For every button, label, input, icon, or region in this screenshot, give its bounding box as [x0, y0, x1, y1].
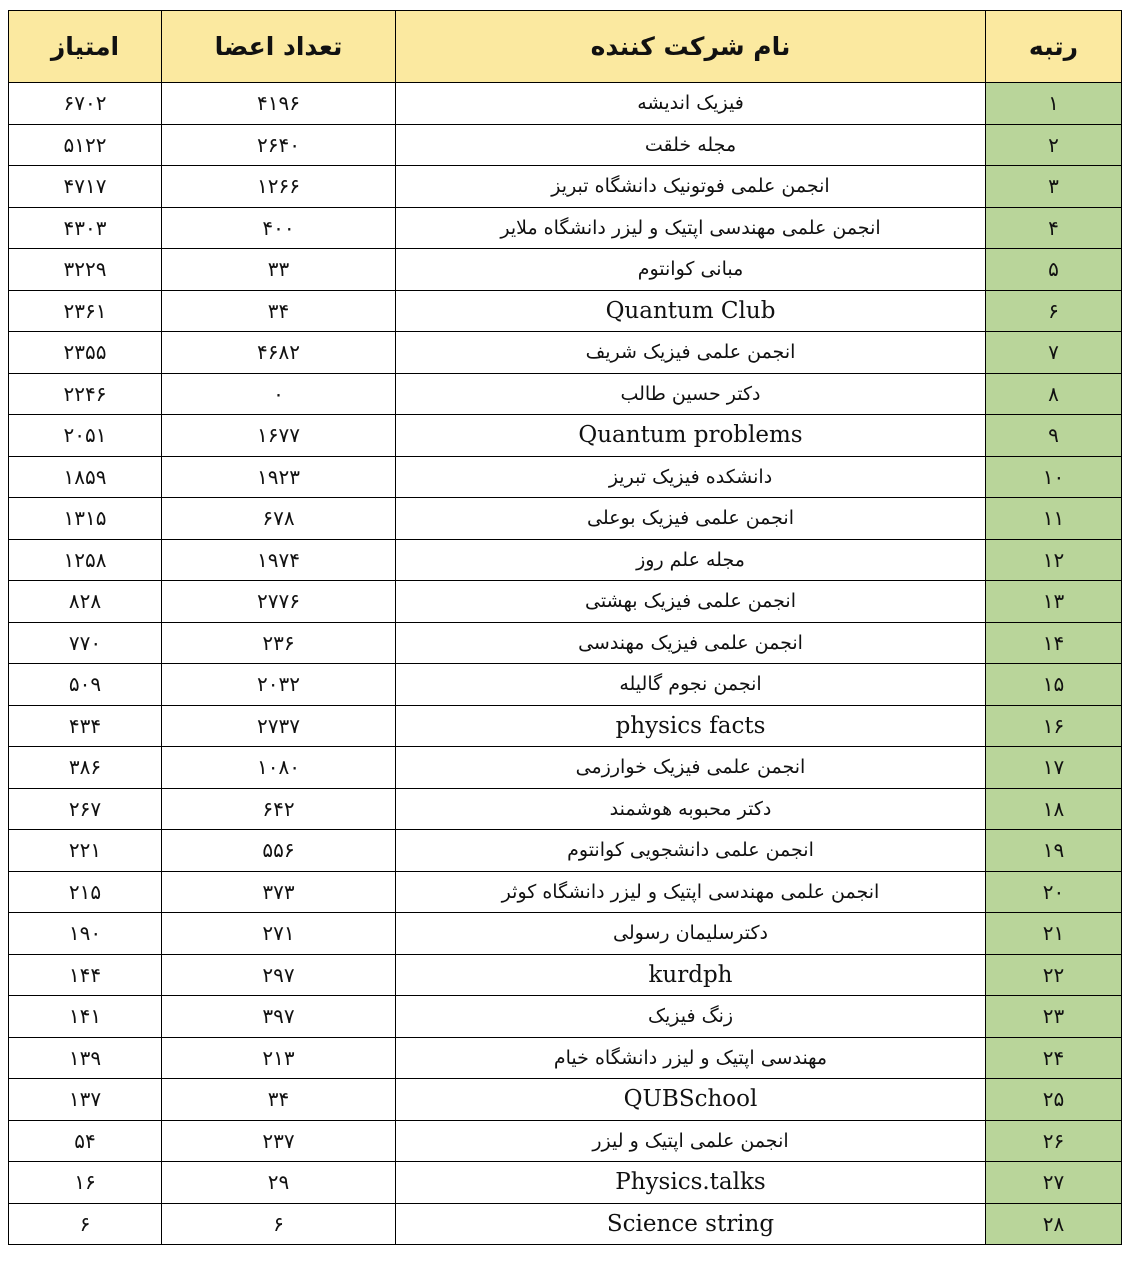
table-row — [9, 1162, 1122, 1204]
participant-name-cell[interactable]: دانشکده فیزیک تبریز — [396, 456, 986, 498]
participant-name-cell[interactable]: Physics.talks — [396, 1162, 986, 1204]
score-cell[interactable]: ۶ — [9, 1203, 162, 1245]
header-name[interactable]: نام شرکت کننده — [396, 11, 986, 83]
score-cell[interactable]: ۱۲۵۸ — [9, 539, 162, 581]
participant-name-cell[interactable]: زنگ فیزیک — [396, 996, 986, 1038]
table-row — [9, 166, 1122, 208]
participant-name-cell[interactable]: انجمن علمی فیزیک شریف — [396, 332, 986, 374]
score-cell[interactable]: ۱۸۵۹ — [9, 456, 162, 498]
participant-name-cell[interactable]: انجمن علمی دانشجویی کوانتوم — [396, 830, 986, 872]
rank-cell[interactable]: ۲ — [986, 124, 1122, 166]
header-members[interactable]: تعداد اعضا — [162, 11, 396, 83]
table-row — [9, 83, 1122, 125]
rank-cell[interactable]: ۱ — [986, 83, 1122, 125]
score-cell[interactable]: ۱۳۱۵ — [9, 498, 162, 540]
score-cell[interactable]: ۶۷۰۲ — [9, 83, 162, 125]
participant-name-cell[interactable]: Quantum problems — [396, 415, 986, 457]
members-cell[interactable]: ۲۹۷ — [162, 954, 396, 996]
rank-cell[interactable]: ۲۷ — [986, 1162, 1122, 1204]
members-cell[interactable]: ۲۷۷۶ — [162, 581, 396, 623]
score-cell[interactable]: ۸۲۸ — [9, 581, 162, 623]
rank-cell[interactable]: ۲۲ — [986, 954, 1122, 996]
members-cell[interactable]: ۱۲۶۶ — [162, 166, 396, 208]
participant-name-cell[interactable]: مجله علم روز — [396, 539, 986, 581]
table-row — [9, 456, 1122, 498]
score-cell[interactable]: ۴۳۴ — [9, 705, 162, 747]
score-cell[interactable]: ۲۰۵۱ — [9, 415, 162, 457]
participant-name-cell[interactable]: انجمن علمی مهندسی اپتیک و لیزر دانشگاه کوثر — [396, 871, 986, 913]
header-row — [9, 11, 1122, 83]
table-row — [9, 747, 1122, 789]
rank-cell[interactable]: ۹ — [986, 415, 1122, 457]
participant-name-cell[interactable]: مجله خلقت — [396, 124, 986, 166]
score-cell[interactable]: ۴۷۱۷ — [9, 166, 162, 208]
members-cell[interactable]: ۱۶۷۷ — [162, 415, 396, 457]
members-cell[interactable]: ۶۴۲ — [162, 788, 396, 830]
members-cell[interactable]: ۳۴ — [162, 1079, 396, 1121]
members-cell[interactable]: ۳۳ — [162, 249, 396, 291]
rank-cell[interactable]: ۲۱ — [986, 913, 1122, 955]
ranking-table — [8, 10, 1122, 1245]
table-row — [9, 1203, 1122, 1245]
score-cell[interactable]: ۳۲۲۹ — [9, 249, 162, 291]
table-row — [9, 788, 1122, 830]
members-cell[interactable]: ۲۹ — [162, 1162, 396, 1204]
members-cell[interactable]: ۳۴ — [162, 290, 396, 332]
members-cell[interactable]: ۳۹۷ — [162, 996, 396, 1038]
rank-cell[interactable]: ۱۲ — [986, 539, 1122, 581]
rank-cell[interactable]: ۲۸ — [986, 1203, 1122, 1245]
participant-name-cell[interactable]: Quantum Club — [396, 290, 986, 332]
rank-cell[interactable]: ۱۴ — [986, 622, 1122, 664]
rank-cell[interactable]: ۱۹ — [986, 830, 1122, 872]
participant-name-cell[interactable]: انجمن علمی اپتیک و لیزر — [396, 1120, 986, 1162]
members-cell[interactable]: ۵۵۶ — [162, 830, 396, 872]
participant-name-cell[interactable]: kurdph — [396, 954, 986, 996]
table-row — [9, 332, 1122, 374]
participant-name-cell[interactable]: Science string — [396, 1203, 986, 1245]
rank-cell[interactable]: ۱۸ — [986, 788, 1122, 830]
rank-cell[interactable]: ۱۱ — [986, 498, 1122, 540]
table-row — [9, 124, 1122, 166]
participant-name-cell[interactable]: مهندسی اپتیک و لیزر دانشگاه خیام — [396, 1037, 986, 1079]
table-body — [9, 83, 1122, 1245]
members-cell[interactable]: ۰ — [162, 373, 396, 415]
table-row — [9, 871, 1122, 913]
score-cell[interactable]: ۵۰۹ — [9, 664, 162, 706]
rank-cell[interactable]: ۲۵ — [986, 1079, 1122, 1121]
members-cell[interactable]: ۴۰۰ — [162, 207, 396, 249]
rank-cell[interactable]: ۴ — [986, 207, 1122, 249]
score-cell[interactable]: ۱۳۷ — [9, 1079, 162, 1121]
members-cell[interactable]: ۲۳۶ — [162, 622, 396, 664]
participant-name-cell[interactable]: دکتر محبوبه هوشمند — [396, 788, 986, 830]
table-row — [9, 207, 1122, 249]
participant-name-cell[interactable]: مبانی کوانتوم — [396, 249, 986, 291]
score-cell[interactable]: ۲۱۵ — [9, 871, 162, 913]
score-cell[interactable]: ۱۳۹ — [9, 1037, 162, 1079]
participant-name-cell[interactable]: انجمن علمی فوتونیک دانشگاه تبریز — [396, 166, 986, 208]
members-cell[interactable]: ۱۹۷۴ — [162, 539, 396, 581]
participant-name-cell[interactable]: فیزیک اندیشه — [396, 83, 986, 125]
score-cell[interactable]: ۱۹۰ — [9, 913, 162, 955]
table-row — [9, 539, 1122, 581]
table-row — [9, 996, 1122, 1038]
table-row — [9, 954, 1122, 996]
rank-cell[interactable]: ۵ — [986, 249, 1122, 291]
score-cell[interactable]: ۵۴ — [9, 1120, 162, 1162]
participant-name-cell[interactable]: انجمن علمی مهندسی اپتیک و لیزر دانشگاه ملایر — [396, 207, 986, 249]
score-cell[interactable]: ۲۳۵۵ — [9, 332, 162, 374]
score-cell[interactable]: ۱۶ — [9, 1162, 162, 1204]
header-rank[interactable]: رتبه — [986, 11, 1122, 83]
table-row — [9, 249, 1122, 291]
rank-cell[interactable]: ۱۷ — [986, 747, 1122, 789]
members-cell[interactable]: ۶۷۸ — [162, 498, 396, 540]
members-cell[interactable]: ۲۷۳۷ — [162, 705, 396, 747]
score-cell[interactable]: ۲۳۶۱ — [9, 290, 162, 332]
score-cell[interactable]: ۴۳۰۳ — [9, 207, 162, 249]
rank-cell[interactable]: ۱۰ — [986, 456, 1122, 498]
members-cell[interactable]: ۲۱۳ — [162, 1037, 396, 1079]
rank-cell[interactable]: ۱۳ — [986, 581, 1122, 623]
table-row — [9, 622, 1122, 664]
members-cell[interactable]: ۶ — [162, 1203, 396, 1245]
table-row — [9, 1079, 1122, 1121]
table-row — [9, 830, 1122, 872]
score-cell[interactable]: ۵۱۲۲ — [9, 124, 162, 166]
participant-name-cell[interactable]: QUBSchool — [396, 1079, 986, 1121]
sheet-top-rule — [8, 0, 1121, 11]
rank-cell[interactable]: ۲۶ — [986, 1120, 1122, 1162]
members-cell[interactable]: ۲۶۴۰ — [162, 124, 396, 166]
rank-cell[interactable]: ۲۴ — [986, 1037, 1122, 1079]
members-cell[interactable]: ۱۰۸۰ — [162, 747, 396, 789]
participant-name-cell[interactable]: انجمن علمی فیزیک بوعلی — [396, 498, 986, 540]
rank-cell[interactable]: ۸ — [986, 373, 1122, 415]
table-row — [9, 373, 1122, 415]
members-cell[interactable]: ۲۳۷ — [162, 1120, 396, 1162]
score-cell[interactable]: ۷۷۰ — [9, 622, 162, 664]
table-row — [9, 913, 1122, 955]
members-cell[interactable]: ۱۹۲۳ — [162, 456, 396, 498]
table-row — [9, 415, 1122, 457]
rank-cell[interactable]: ۱۶ — [986, 705, 1122, 747]
participant-name-cell[interactable]: دکتر حسین طالب — [396, 373, 986, 415]
participant-name-cell[interactable]: physics facts — [396, 705, 986, 747]
rank-cell[interactable]: ۲۰ — [986, 871, 1122, 913]
members-cell[interactable]: ۴۶۸۲ — [162, 332, 396, 374]
members-cell[interactable]: ۴۱۹۶ — [162, 83, 396, 125]
members-cell[interactable]: ۳۷۳ — [162, 871, 396, 913]
participant-name-cell[interactable]: انجمن علمی فیزیک خوارزمی — [396, 747, 986, 789]
table-row — [9, 1037, 1122, 1079]
table-row — [9, 1120, 1122, 1162]
participant-name-cell[interactable]: انجمن علمی فیزیک بهشتی — [396, 581, 986, 623]
participant-name-cell[interactable]: انجمن علمی فیزیک مهندسی — [396, 622, 986, 664]
participant-name-cell[interactable]: انجمن نجوم گالیله — [396, 664, 986, 706]
score-cell[interactable]: ۲۶۷ — [9, 788, 162, 830]
members-cell[interactable]: ۲۰۳۲ — [162, 664, 396, 706]
score-cell[interactable]: ۲۲۴۶ — [9, 373, 162, 415]
table-row — [9, 290, 1122, 332]
rank-cell[interactable]: ۱۵ — [986, 664, 1122, 706]
table-row — [9, 705, 1122, 747]
members-cell[interactable]: ۲۷۱ — [162, 913, 396, 955]
rank-cell[interactable]: ۶ — [986, 290, 1122, 332]
table-row — [9, 664, 1122, 706]
rank-cell[interactable]: ۳ — [986, 166, 1122, 208]
header-score[interactable]: امتیاز — [9, 11, 162, 83]
participant-name-cell[interactable]: دکترسلیمان رسولی — [396, 913, 986, 955]
rank-cell[interactable]: ۷ — [986, 332, 1122, 374]
score-cell[interactable]: ۲۲۱ — [9, 830, 162, 872]
score-cell[interactable]: ۳۸۶ — [9, 747, 162, 789]
score-cell[interactable]: ۱۴۱ — [9, 996, 162, 1038]
table-row — [9, 581, 1122, 623]
table-row — [9, 498, 1122, 540]
score-cell[interactable]: ۱۴۴ — [9, 954, 162, 996]
rank-cell[interactable]: ۲۳ — [986, 996, 1122, 1038]
